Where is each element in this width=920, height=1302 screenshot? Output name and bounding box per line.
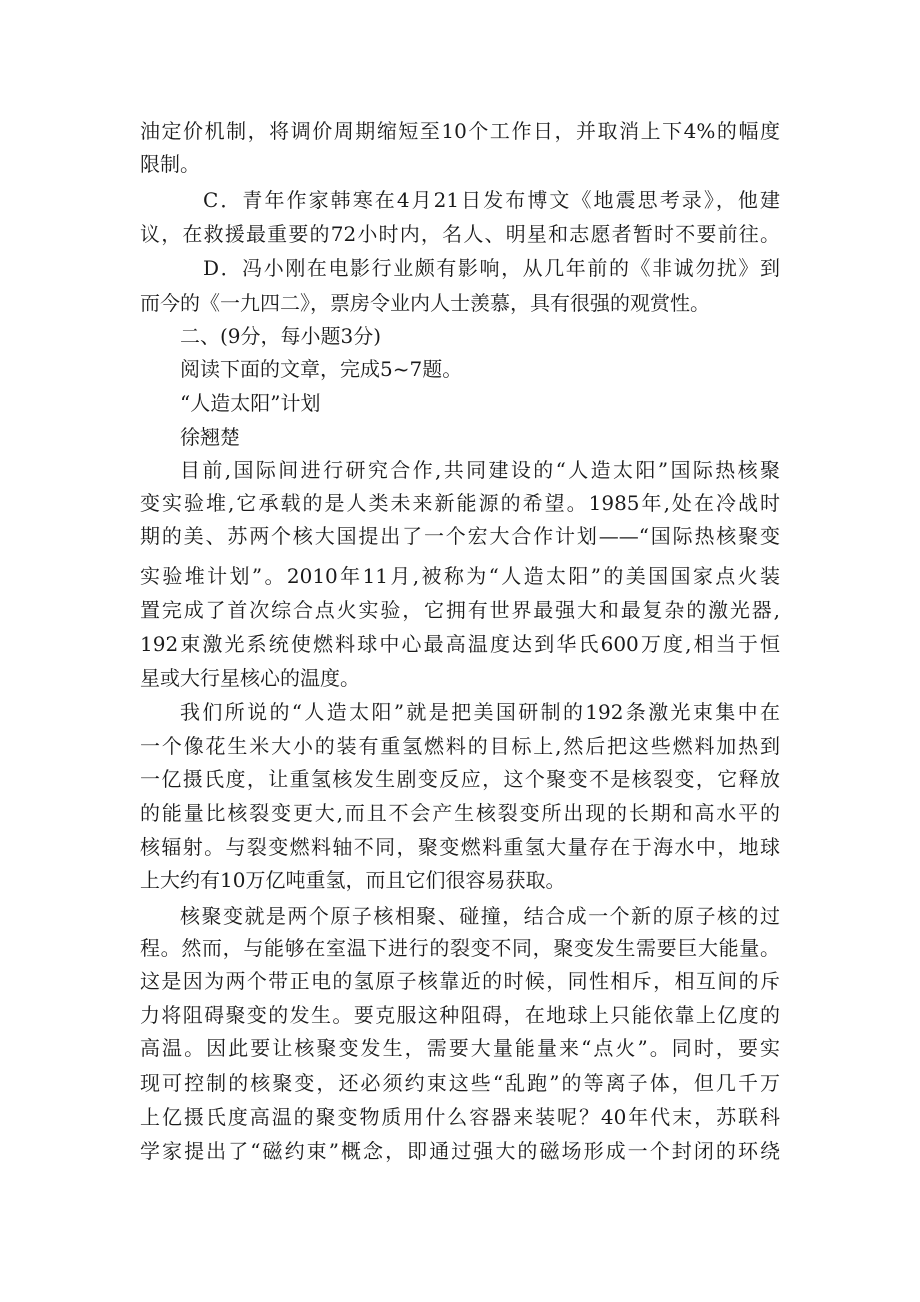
paragraph-line: 上大约有10万亿吨重氢，而且它们很容易获取。 xyxy=(140,868,566,892)
article-author: 徐翘楚 xyxy=(180,425,240,449)
paragraph-line: 的能量比核裂变更大,而且不会产生核裂变所出现的长期和高水平的 xyxy=(140,801,780,825)
option-d: D．冯小刚在电影行业颇有影响，从几年前的《非诚勿扰》到 xyxy=(203,256,780,280)
section-heading: 二、(9分，每小题3分) xyxy=(180,324,382,348)
paragraph-line: 核聚变就是两个原子核相聚、碰撞，结合成一个新的原子核的过 xyxy=(180,904,780,928)
paragraph-line: 期的美、苏两个核大国提出了一个宏大合作计划——“国际热核聚变 xyxy=(140,524,780,548)
paragraph-line: 星或大行星核心的温度。 xyxy=(140,666,360,690)
text-line: 而今的《一九四二》，票房令业内人士羡慕，具有很强的观赏性。 xyxy=(140,291,710,315)
text-line: 油定价机制，将调价周期缩短至10个工作日，并取消上下4%的幅度 xyxy=(140,119,780,143)
paragraph-line: 现可控制的核聚变，还必须约束这些“乱跑”的等离子体，但几千万 xyxy=(140,1071,780,1095)
paragraph-line: 这是因为两个带正电的氢原子核靠近的时候，同性相斥，相互间的斥 xyxy=(140,969,780,993)
paragraph-line: 192束激光系统使燃料球中心最高温度达到华氏600万度,相当于恒 xyxy=(140,632,780,656)
paragraph-line: 实验堆计划”。2010年11月,被称为“人造太阳”的美国国家点火装 xyxy=(140,564,780,588)
paragraph-line: 学家提出了“磁约束”概念，即通过强大的磁场形成一个封闭的环绕 xyxy=(140,1139,780,1163)
paragraph-line: 一个像花生米大小的装有重氢燃料的目标上,然后把这些燃料加热到 xyxy=(140,734,780,758)
text-line: 限制。 xyxy=(140,152,200,176)
option-c: C．青年作家韩寒在4月21日发布博文《地震思考录》，他建 xyxy=(203,188,780,212)
paragraph-line: 置完成了首次综合点火实验，它拥有世界最强大和最复杂的激光器, xyxy=(140,598,780,622)
paragraph-line: 变实验堆,它承载的是人类未来新能源的希望。1985年,处在冷战时 xyxy=(140,491,780,515)
paragraph-line: 上亿摄氏度高温的聚变物质用什么容器来装呢？40年代末，苏联科 xyxy=(140,1105,780,1129)
paragraph-line: 我们所说的“人造太阳”就是把美国研制的192条激光束集中在 xyxy=(180,700,780,724)
paragraph-line: 力将阻碍聚变的发生。要克服这种阻碍，在地球上只能依靠上亿度的 xyxy=(140,1003,780,1027)
paragraph-line: 核辐射。与裂变燃料轴不同，聚变燃料重氢大量存在于海水中，地球 xyxy=(140,835,780,859)
paragraph-line: 一亿摄氏度，让重氢核发生剧变反应，这个聚变不是核裂变，它释放 xyxy=(140,767,780,791)
paragraph-line: 程。然而，与能够在室温下进行的裂变不同，聚变发生需要巨大能量。 xyxy=(140,936,780,960)
text-line: 议，在救援最重要的72小时内，名人、明星和志愿者暂时不要前往。 xyxy=(140,222,780,246)
article-title: “人造太阳”计划 xyxy=(180,391,321,415)
instruction: 阅读下面的文章，完成5~7题。 xyxy=(180,357,463,381)
paragraph-line: 高温。因此要让核聚变发生，需要大量能量来“点火”。同时，要实 xyxy=(140,1036,780,1060)
paragraph-line: 目前,国际间进行研究合作,共同建设的“人造太阳”国际热核聚 xyxy=(180,458,780,482)
